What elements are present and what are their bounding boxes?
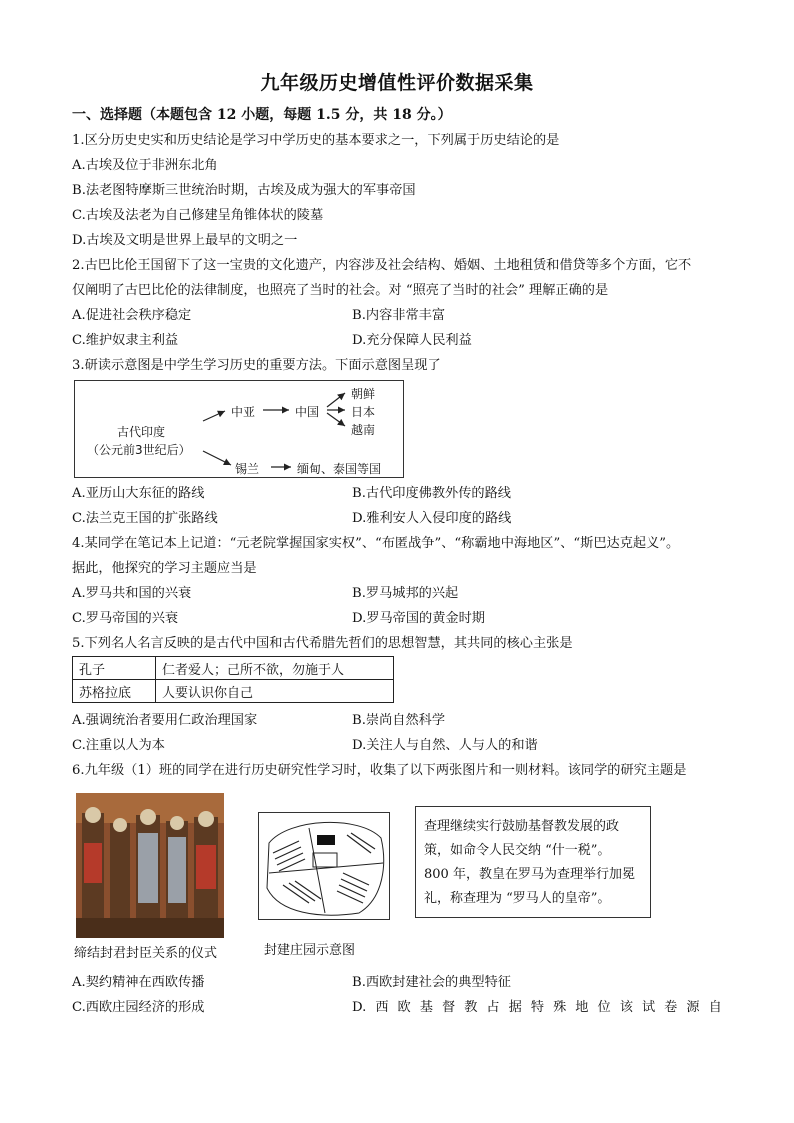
q6-d-char: 据	[508, 1000, 522, 1015]
section-heading: 一、选择题（本题包含 12 小题，每题 1.5 分，共 18 分。）	[72, 107, 452, 123]
q4-option-c: C.罗马帝国的兴衰	[72, 611, 179, 626]
material-line-3: 800 年，教皇在罗马为查理举行加冕	[424, 867, 635, 882]
diagram-node-korea: 朝鲜	[351, 387, 376, 401]
q4-stem-line1: 4.某同学在笔记本上记道：“元老院掌握国家实权”、“布匿战争”、“称霸地中海地区”、“斯巴达克起义”。	[72, 536, 680, 551]
material-text-box	[415, 806, 651, 918]
diagram-origin-date: （公元前3世纪后）	[87, 443, 191, 457]
diagram-node-central-asia: 中亚	[231, 405, 256, 419]
q6-d-char: 殊	[553, 1000, 567, 1015]
q6-d-char: 特	[530, 1000, 545, 1015]
q1-option-a: A.古埃及位于非洲东北角	[72, 158, 218, 173]
q6-stem: 6.九年级（1）班的同学在进行历史研究性学习时，收集了以下两张图片和一则材料。该同学的研究主题是	[72, 763, 687, 778]
q6-d-char: 地	[575, 1000, 589, 1015]
q6-d-char: 卷	[664, 1000, 678, 1015]
diagram-node-burma-thailand: 缅甸、泰国等国	[297, 462, 382, 476]
q6-option-a: A.契约精神在西欧传播	[72, 975, 205, 990]
painting-image	[76, 793, 224, 938]
q5-option-c: C.注重以人为本	[72, 738, 165, 753]
q6-d-char: 欧	[397, 1000, 411, 1015]
material-line-4: 礼，称查理为 “罗马人的皇帝”。	[424, 891, 611, 906]
q2-option-b: B.内容非常丰富	[352, 308, 446, 323]
manor-map	[259, 813, 389, 919]
material-line-2: 策，如命令人民交纳 “什一税”。	[424, 843, 611, 858]
q2-stem-line1: 2.古巴比伦王国留下了这一宝贵的文化遗产，内容涉及社会结构、婚姻、土地租赁和借贷等多个方面，它不	[72, 258, 692, 273]
quotes-table	[72, 656, 394, 703]
q6-d-char: 试	[641, 1000, 656, 1015]
page-title: 九年级历史增值性评价数据采集	[260, 72, 534, 94]
q2-stem-line2: 仅阐明了古巴比伦的法律制度，也照亮了当时的社会。对 “照亮了当时的社会” 理解正确的是	[72, 283, 609, 298]
q3-option-c: C.法兰克王国的扩张路线	[72, 511, 218, 526]
diagram-node-china: 中国	[295, 405, 320, 419]
q6-d-char: 西	[375, 1000, 389, 1015]
q3-option-b: B.古代印度佛教外传的路线	[352, 486, 511, 501]
q6-d-char: 督	[441, 1000, 456, 1015]
quote-text: 人要认识你自己	[156, 680, 394, 703]
q6-d-char: 基	[419, 1000, 433, 1015]
vassal-ceremony-painting	[76, 793, 224, 938]
q6-d-char: 教	[464, 1000, 478, 1015]
q6-d-char: D.	[352, 1000, 367, 1015]
q3-option-a: A.亚历山大东征的路线	[72, 486, 205, 501]
q5-stem: 5.下列名人名言反映的是古代中国和古代希腊先哲们的思想智慧，其共同的核心主张是	[72, 636, 573, 651]
diagram-node-ceylon: 锡兰	[235, 462, 260, 476]
q6-option-c: C.西欧庄园经济的形成	[72, 1000, 205, 1015]
q3-stem: 3.研读示意图是中学生学习历史的重要方法。下面示意图呈现了	[72, 358, 441, 373]
q1-option-d: D.古埃及文明是世界上最早的文明之一	[72, 233, 298, 248]
q4-option-b: B.罗马城邦的兴起	[352, 586, 459, 601]
quote-author: 苏格拉底	[73, 680, 156, 703]
q5-option-a: A.强调统治者要用仁政治理国家	[72, 713, 258, 728]
quote-text: 仁者爱人；己所不欲，勿施于人	[156, 657, 394, 680]
caption-manor: 封建庄园示意图	[264, 943, 356, 958]
material-line-1: 查理继续实行鼓励基督教发展的政	[424, 819, 620, 834]
manor-diagram	[258, 812, 390, 920]
q1-option-b: B.法老图特摩斯三世统治时期，古埃及成为强大的军事帝国	[72, 183, 416, 198]
q6-d-char: 位	[597, 1000, 611, 1015]
q2-option-d: D.充分保障人民利益	[352, 333, 472, 348]
q6-option-d	[352, 1000, 722, 1016]
q6-option-b: B.西欧封建社会的典型特征	[352, 975, 511, 990]
q1-stem: 1.区分历史史实和历史结论是学习中学历史的基本要求之一，下列属于历史结论的是	[72, 133, 560, 148]
q6-d-char: 自	[708, 1000, 722, 1015]
q5-option-d: D.关注人与自然、人与人的和谐	[352, 738, 538, 753]
q2-option-a: A.促进社会秩序稳定	[72, 308, 192, 323]
q2-option-c: C.维护奴隶主利益	[72, 333, 179, 348]
q6-d-char: 源	[686, 1000, 700, 1015]
table-row	[73, 680, 394, 703]
caption-vassal-ceremony: 缔结封君封臣关系的仪式	[74, 946, 218, 961]
q4-stem-line2: 据此，他探究的学习主题应当是	[72, 561, 257, 576]
q4-option-d: D.罗马帝国的黄金时期	[352, 611, 485, 626]
diagram-node-vietnam: 越南	[351, 423, 376, 437]
q6-d-char: 该	[619, 1000, 633, 1015]
buddhism-spread-diagram	[74, 380, 404, 478]
quote-author: 孔子	[73, 657, 156, 680]
diagram-origin: 古代印度	[117, 425, 166, 439]
q6-d-char: 占	[486, 1000, 500, 1015]
table-row	[73, 657, 394, 680]
q5-option-b: B.崇尚自然科学	[352, 713, 446, 728]
q3-option-d: D.雅利安人入侵印度的路线	[352, 511, 512, 526]
q4-option-a: A.罗马共和国的兴衰	[72, 586, 192, 601]
diagram-node-japan: 日本	[351, 405, 376, 419]
q1-option-c: C.古埃及法老为自己修建呈角锥体状的陵墓	[72, 208, 324, 223]
